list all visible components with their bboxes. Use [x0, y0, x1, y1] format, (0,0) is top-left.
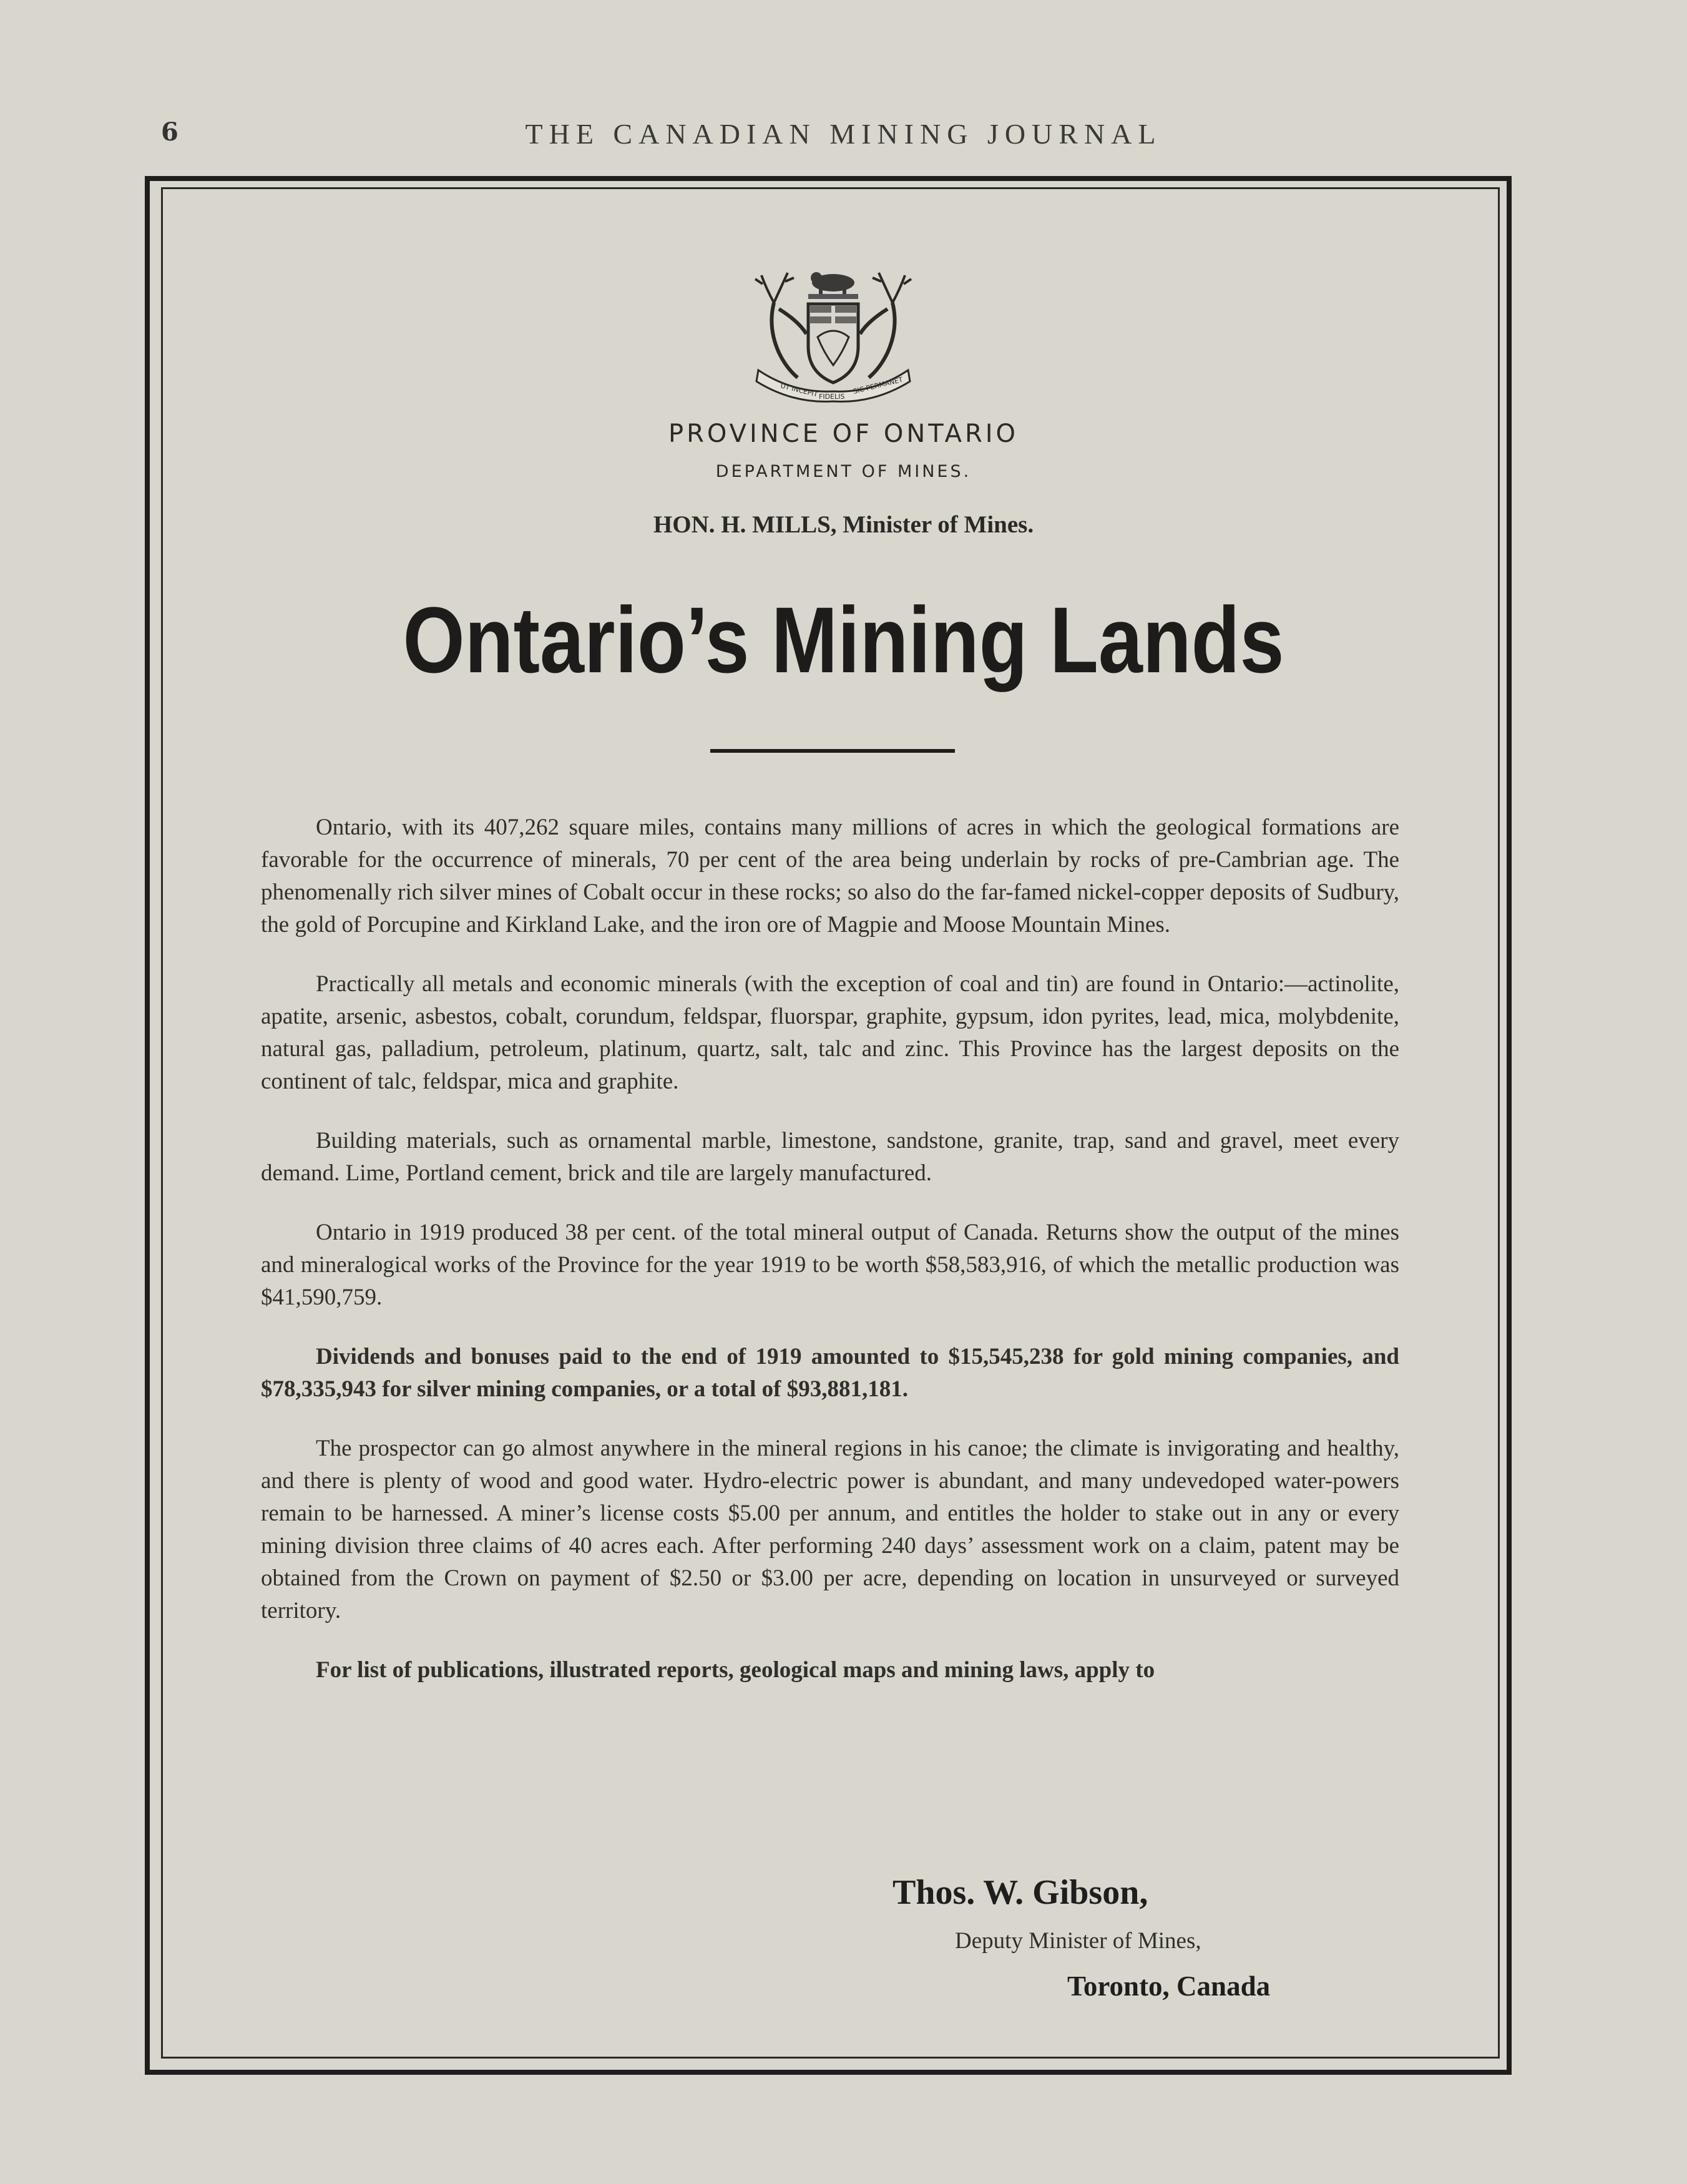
- paragraph-area: Ontario, with its 407,262 square miles, contains many millions of acres in which the geological formations are favorable for the occurrence of minerals, 70 per cent of the area being underlain by rocks of pre-Cambrian age. The phenomenally rich silver mines of Cobalt occur in these rocks; so also do the far-famed nickel-copper deposits of Sudbury, the gold of Porcupine and Kirkland Lake, and the iron ore of Magpie and Moose Mountain Mines.: [261, 815, 1399, 938]
- seal-motto-center: FIDELIS: [819, 393, 845, 401]
- seal-motto-right: SIC PERMANET: [852, 375, 904, 396]
- ad-headline: Ontario’s Mining Lands: [403, 587, 1284, 692]
- ad-body: [261, 811, 1399, 1713]
- paragraph-building-materials: Building materials, such as ornamental marble, limestone, sandstone, granite, trap, sand and gravel, meet every demand. Lime, Portland cement, brick and tile are largely manufactured.: [261, 1128, 1399, 1186]
- department-heading: DEPARTMENT OF MINES.: [715, 462, 972, 481]
- province-heading: PROVINCE OF ONTARIO: [668, 419, 1019, 448]
- paragraph-output: Ontario in 1919 produced 38 per cent. of the total mineral output of Canada. Returns show the output of the mines and mineralogical works of the Province for the year 1919 to be worth $58,583,916, of which the metallic production was $41,590,759.: [261, 1220, 1399, 1310]
- journal-title: THE CANADIAN MINING JOURNAL: [525, 118, 1162, 150]
- page-number: 6: [161, 117, 178, 147]
- minister-line: HON. H. MILLS, Minister of Mines.: [653, 511, 1034, 538]
- paragraph-apply: For list of publications, illustrated reports, geological maps and mining laws, apply to: [316, 1657, 1155, 1683]
- signature-title: Deputy Minister of Mines,: [955, 1928, 1201, 1954]
- signature-place: Toronto, Canada: [1067, 1971, 1271, 2002]
- ontario-coat-of-arms-icon: [749, 259, 917, 403]
- paragraph-prospector: The prospector can go almost anywhere in the mineral regions in his canoe; the climate is invigorating and healthy, and there is plenty of wood and good water. Hydro-electric power is abundant, and many undevedoped water-powers remain to be harnessed. A miner’s license costs $5.00 per annum, and entitles the holder to stake out in any or every mining division three claims of 40 acres each. After performing 240 days’ assessment work on a claim, patent may be obtained from the Crown on payment of $2.50 or $3.00 per acre, depending on location in unsurveyed or surveyed territory.: [261, 1436, 1399, 1623]
- signature-name: Thos. W. Gibson,: [892, 1873, 1148, 1912]
- paragraph-dividends: Dividends and bonuses paid to the end of 1919 amounted to $15,545,238 for gold mining companies, and $78,335,943 for silver mining companies, or a total of $93,881,181.: [261, 1344, 1399, 1402]
- headline-rule: [710, 749, 955, 753]
- seal-motto-left: UT INCEPIT: [780, 381, 819, 399]
- paragraph-minerals: Practically all metals and economic minerals (with the exception of coal and tin) are found in Ontario:—actinolite, apatite, arsenic, asbestos, cobalt, corundum, feldspar, fluorspar, graphite, gypsum, idon pyrites, lead, mica, molybdenite, natural gas, palladium, petroleum, platinum, quartz, salt, talc and zinc. This Province has the largest deposits on the continent of talc, feldspar, mica and graphite.: [261, 971, 1399, 1094]
